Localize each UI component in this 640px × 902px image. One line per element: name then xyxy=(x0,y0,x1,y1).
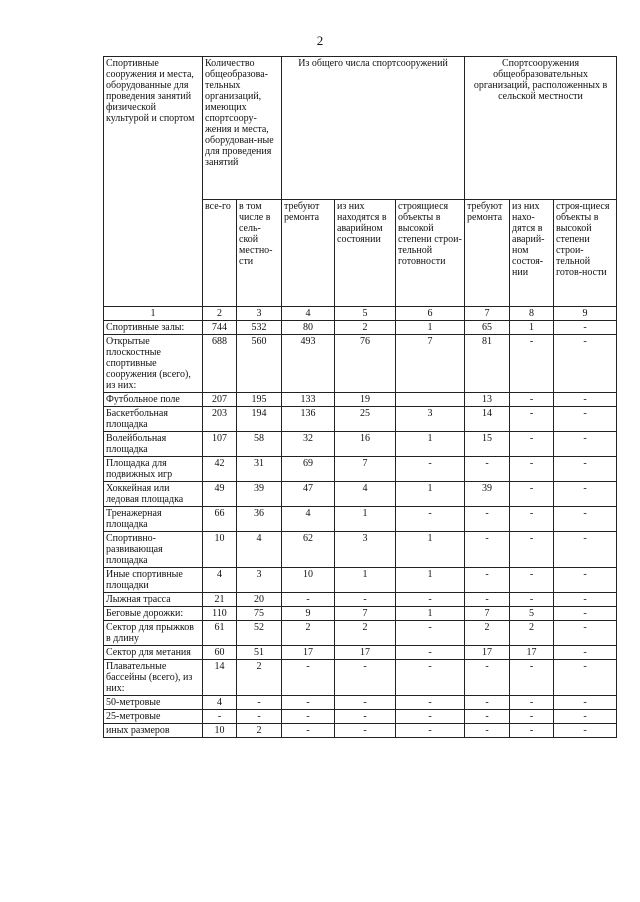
table-row xyxy=(104,646,617,660)
row-label: Спортивно-развивающая площадка xyxy=(104,532,203,568)
row-label: 50-метровые xyxy=(104,696,203,710)
table-cell: 52 xyxy=(237,621,282,646)
row-label: Плавательные бассейны (всего), из них: xyxy=(104,660,203,696)
table-cell: - xyxy=(335,660,396,696)
column-number: 7 xyxy=(465,307,510,321)
table-cell: 76 xyxy=(335,335,396,393)
column-number: 3 xyxy=(237,307,282,321)
table-row xyxy=(104,532,617,568)
table-cell: - xyxy=(554,432,617,457)
table-cell: 19 xyxy=(335,393,396,407)
table-cell: 493 xyxy=(282,335,335,393)
table-cell: 3 xyxy=(396,407,465,432)
table-cell: - xyxy=(335,593,396,607)
table-cell: 4 xyxy=(335,482,396,507)
table-cell: - xyxy=(510,507,554,532)
table-cell: - xyxy=(335,696,396,710)
table-cell: 42 xyxy=(203,457,237,482)
table-body xyxy=(104,321,617,738)
table-cell: - xyxy=(335,710,396,724)
table-cell: 14 xyxy=(203,660,237,696)
table-cell: - xyxy=(282,696,335,710)
table-cell: - xyxy=(282,710,335,724)
table-cell: 1 xyxy=(396,432,465,457)
table-row xyxy=(104,607,617,621)
table-cell: 107 xyxy=(203,432,237,457)
table-cell: - xyxy=(396,621,465,646)
row-label: Сектор для прыжков в длину xyxy=(104,621,203,646)
table-cell: - xyxy=(465,696,510,710)
table-cell: - xyxy=(554,660,617,696)
table-cell: 81 xyxy=(465,335,510,393)
table-cell: 1 xyxy=(335,568,396,593)
table-row xyxy=(104,507,617,532)
row-label: Лыжная трасса xyxy=(104,593,203,607)
table-cell: 13 xyxy=(465,393,510,407)
table-cell: 80 xyxy=(282,321,335,335)
table-cell: 21 xyxy=(203,593,237,607)
table-cell: 4 xyxy=(237,532,282,568)
table-cell: - xyxy=(510,724,554,738)
sports-facilities-table xyxy=(103,56,617,738)
table-cell: 5 xyxy=(510,607,554,621)
table-row xyxy=(104,335,617,393)
table-cell: - xyxy=(554,710,617,724)
table-cell: 1 xyxy=(396,321,465,335)
table-cell: - xyxy=(396,646,465,660)
row-label: Спортивные залы: xyxy=(104,321,203,335)
table-cell: 65 xyxy=(465,321,510,335)
table-cell: 75 xyxy=(237,607,282,621)
table-cell: 58 xyxy=(237,432,282,457)
row-label: иных размеров xyxy=(104,724,203,738)
table-cell: - xyxy=(465,532,510,568)
table-cell: - xyxy=(510,407,554,432)
table-cell: 4 xyxy=(203,568,237,593)
header-total: все-го xyxy=(203,200,237,307)
table-row xyxy=(104,482,617,507)
table-cell: 560 xyxy=(237,335,282,393)
column-numbers-row xyxy=(104,307,617,321)
table-cell: 7 xyxy=(396,335,465,393)
table-cell: 61 xyxy=(203,621,237,646)
table-cell: 10 xyxy=(203,532,237,568)
row-label: Беговые дорожки: xyxy=(104,607,203,621)
table-cell: 25 xyxy=(335,407,396,432)
table-cell: 2 xyxy=(335,321,396,335)
table-cell: - xyxy=(465,710,510,724)
table-cell: 39 xyxy=(237,482,282,507)
column-number: 2 xyxy=(203,307,237,321)
table-cell: 3 xyxy=(335,532,396,568)
row-label: Сектор для метания xyxy=(104,646,203,660)
table-cell: - xyxy=(510,532,554,568)
table-cell: - xyxy=(335,724,396,738)
table-cell: - xyxy=(554,482,617,507)
header-incl-rural: в том числе в сель-ской местно-сти xyxy=(237,200,282,307)
table-cell: 10 xyxy=(282,568,335,593)
table-cell: - xyxy=(396,660,465,696)
table-cell: - xyxy=(510,393,554,407)
row-label: Хоккейная или ледовая площадка xyxy=(104,482,203,507)
table-row xyxy=(104,660,617,696)
table-cell: - xyxy=(554,507,617,532)
table-cell: - xyxy=(510,335,554,393)
table-cell: - xyxy=(554,457,617,482)
table-cell: - xyxy=(554,335,617,393)
column-number: 6 xyxy=(396,307,465,321)
table-cell: - xyxy=(465,724,510,738)
table-row xyxy=(104,457,617,482)
table-row xyxy=(104,568,617,593)
table-cell: 4 xyxy=(282,507,335,532)
table-cell: 194 xyxy=(237,407,282,432)
column-number: 9 xyxy=(554,307,617,321)
table-cell: 3 xyxy=(237,568,282,593)
table-cell: 2 xyxy=(335,621,396,646)
table-cell: - xyxy=(554,593,617,607)
table-row xyxy=(104,593,617,607)
table-cell: - xyxy=(396,507,465,532)
table-cell: 31 xyxy=(237,457,282,482)
table-cell: 1 xyxy=(510,321,554,335)
table-cell: - xyxy=(465,660,510,696)
table-cell: 1 xyxy=(335,507,396,532)
table-cell: - xyxy=(396,593,465,607)
table-cell: 36 xyxy=(237,507,282,532)
table-cell: 2 xyxy=(465,621,510,646)
table-cell: 207 xyxy=(203,393,237,407)
table-cell: 7 xyxy=(335,607,396,621)
table-cell: 51 xyxy=(237,646,282,660)
table-cell: - xyxy=(554,621,617,646)
column-number: 8 xyxy=(510,307,554,321)
header-need-repair: требуют ремонта xyxy=(282,200,335,307)
header-under-construction: строящиеся объекты в высокой степени строи-тельной готовности xyxy=(396,200,465,307)
table-cell: - xyxy=(554,321,617,335)
table-cell: 1 xyxy=(396,532,465,568)
table-cell: 15 xyxy=(465,432,510,457)
table-row xyxy=(104,432,617,457)
row-label: Тренажерная площадка xyxy=(104,507,203,532)
table-cell: 7 xyxy=(465,607,510,621)
table-cell: 17 xyxy=(510,646,554,660)
table-cell: 195 xyxy=(237,393,282,407)
table-cell: - xyxy=(282,593,335,607)
table-cell: - xyxy=(554,393,617,407)
table-cell: - xyxy=(510,710,554,724)
table-cell: 60 xyxy=(203,646,237,660)
table-cell: - xyxy=(510,593,554,607)
table-cell: - xyxy=(465,593,510,607)
table-cell: - xyxy=(554,407,617,432)
table-cell: 1 xyxy=(396,607,465,621)
table-row xyxy=(104,393,617,407)
table-cell: - xyxy=(282,660,335,696)
table-cell: - xyxy=(554,532,617,568)
table-row xyxy=(104,321,617,335)
table-cell: 17 xyxy=(465,646,510,660)
header-emergency-rural: из них нахо-дятся в аварий-ном состоя-нии xyxy=(510,200,554,307)
table-cell: 4 xyxy=(203,696,237,710)
table-cell: - xyxy=(510,482,554,507)
row-label: Иные спортивные площадки xyxy=(104,568,203,593)
table-cell: - xyxy=(510,660,554,696)
table-row xyxy=(104,710,617,724)
table-cell: 532 xyxy=(237,321,282,335)
table-row xyxy=(104,696,617,710)
table-cell: - xyxy=(396,710,465,724)
table-row xyxy=(104,407,617,432)
header-facilities: Спортивные сооружения и места, оборудованные для проведения занятий физической культурой и спортом xyxy=(104,57,203,307)
table-cell: - xyxy=(510,568,554,593)
table-cell: 110 xyxy=(203,607,237,621)
table-row xyxy=(104,724,617,738)
table-cell: 688 xyxy=(203,335,237,393)
table-cell: 1 xyxy=(396,482,465,507)
table-cell: 2 xyxy=(510,621,554,646)
table-cell: 66 xyxy=(203,507,237,532)
table-cell: 744 xyxy=(203,321,237,335)
table-cell: 39 xyxy=(465,482,510,507)
table-cell: 1 xyxy=(396,568,465,593)
table-cell: - xyxy=(554,646,617,660)
header-of-total: Из общего числа спортсооружений xyxy=(282,57,465,200)
table-cell: 136 xyxy=(282,407,335,432)
header-count-orgs: Количество общеобразова-тельных организаций, имеющих спортсоору-жения и места, оборудован-ные для проведения занятий xyxy=(203,57,282,200)
table-cell: 47 xyxy=(282,482,335,507)
table-cell: 49 xyxy=(203,482,237,507)
header-need-repair-rural: требуют ремонта xyxy=(465,200,510,307)
table-cell: - xyxy=(203,710,237,724)
header-rural: Спортсооружения общеобразовательных организаций, расположенных в сельской местности xyxy=(465,57,617,200)
table-cell: 14 xyxy=(465,407,510,432)
table-cell: - xyxy=(510,432,554,457)
table-cell: - xyxy=(510,696,554,710)
table-cell: - xyxy=(237,710,282,724)
table-cell: - xyxy=(554,607,617,621)
header-emergency: из них находятся в аварийном состоянии xyxy=(335,200,396,307)
table-cell: - xyxy=(510,457,554,482)
row-label: Площадка для подвижных игр xyxy=(104,457,203,482)
table-cell: 10 xyxy=(203,724,237,738)
table-cell: 32 xyxy=(282,432,335,457)
table-cell: 69 xyxy=(282,457,335,482)
table-cell: - xyxy=(554,568,617,593)
table-cell: - xyxy=(237,696,282,710)
row-label: 25-метровые xyxy=(104,710,203,724)
table-row xyxy=(104,621,617,646)
table-cell: - xyxy=(396,724,465,738)
table-cell: 20 xyxy=(237,593,282,607)
table-cell xyxy=(396,393,465,407)
table-cell: 2 xyxy=(237,724,282,738)
column-number: 5 xyxy=(335,307,396,321)
table-cell: - xyxy=(554,724,617,738)
table-cell: 133 xyxy=(282,393,335,407)
page-number: 2 xyxy=(316,33,324,48)
row-label: Баскетбольная площадка xyxy=(104,407,203,432)
table-cell: 2 xyxy=(282,621,335,646)
table-cell: 2 xyxy=(237,660,282,696)
column-number: 1 xyxy=(104,307,203,321)
table-cell: 17 xyxy=(282,646,335,660)
table-cell: 9 xyxy=(282,607,335,621)
table-cell: 62 xyxy=(282,532,335,568)
table-header xyxy=(104,57,617,321)
table-cell: - xyxy=(465,507,510,532)
row-label: Волейбольная площадка xyxy=(104,432,203,457)
table-cell: - xyxy=(282,724,335,738)
header-under-construction-rural: строя-щиеся объекты в высокой степени строи-тельной готов-ности xyxy=(554,200,617,307)
table-cell: - xyxy=(396,696,465,710)
table-cell: - xyxy=(465,457,510,482)
table-cell: - xyxy=(465,568,510,593)
table-cell: 16 xyxy=(335,432,396,457)
table-cell: 17 xyxy=(335,646,396,660)
column-number: 4 xyxy=(282,307,335,321)
row-label: Открытые плоскостные спортивные сооружения (всего), из них: xyxy=(104,335,203,393)
row-label: Футбольное поле xyxy=(104,393,203,407)
table-cell: 7 xyxy=(335,457,396,482)
table-cell: - xyxy=(396,457,465,482)
table-cell: 203 xyxy=(203,407,237,432)
table-cell: - xyxy=(554,696,617,710)
